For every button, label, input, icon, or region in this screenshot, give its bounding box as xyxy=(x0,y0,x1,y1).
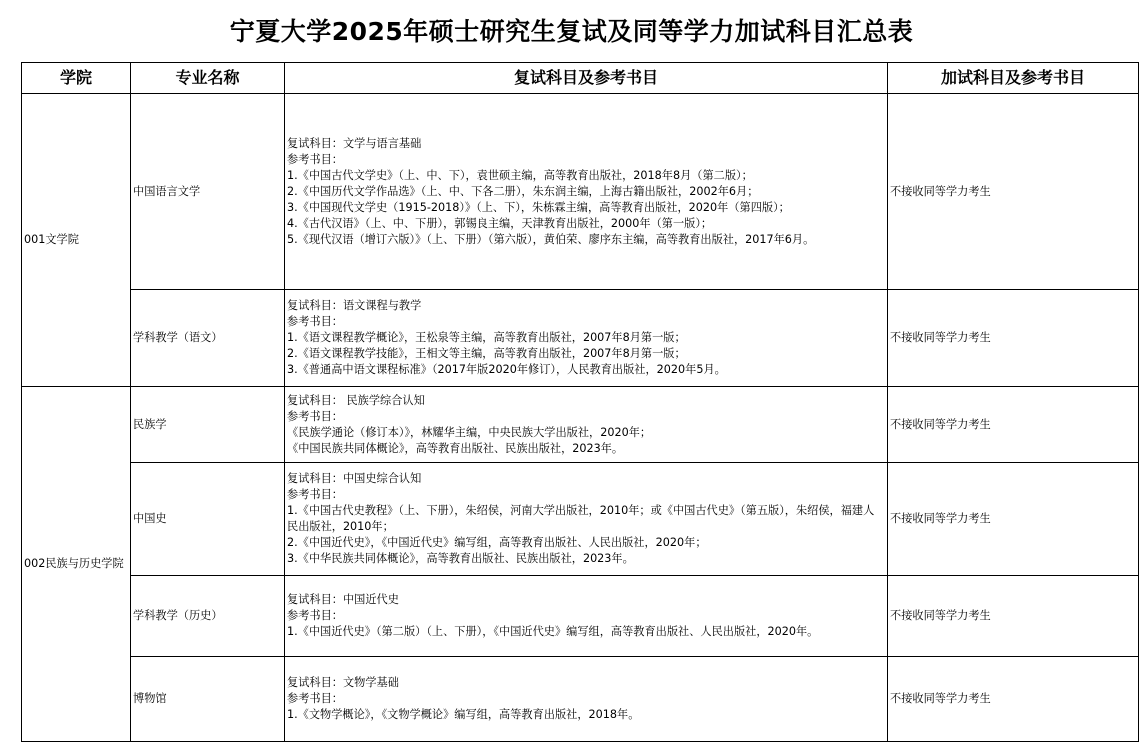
college-cell: 002民族与历史学院 xyxy=(22,387,131,742)
retest-cell xyxy=(285,657,888,742)
retest-line: 1.《语文课程教学概论》，王松泉等主编，高等教育出版社，2007年8月第一版； xyxy=(287,331,686,344)
header-college: 学院 xyxy=(22,63,131,94)
retest-line: 2.《中国历代文学作品选》（上、中、下各二册），朱东润主编，上海古籍出版社，2002年6月； xyxy=(287,184,759,198)
retest-line: 参考书目： xyxy=(287,152,343,166)
retest-line: 参考书目： xyxy=(287,609,343,622)
retest-line: 参考书目： xyxy=(287,409,343,423)
retest-line: 《民族学通论（修订本）》，林耀华主编，中央民族大学出版社，2020年； xyxy=(287,425,652,439)
retest-line: 3.《中华民族共同体概论》，高等教育出版社、民族出版社，2023年。 xyxy=(287,552,634,565)
retest-cell xyxy=(285,290,888,387)
major-cell: 博物馆 xyxy=(131,657,285,742)
table-header-row xyxy=(22,63,1139,94)
retest-line: 参考书目： xyxy=(287,692,343,705)
retest-line: 参考书目： xyxy=(287,315,343,328)
summary-table xyxy=(21,62,1139,742)
table-row xyxy=(22,576,1139,657)
retest-line: 参考书目： xyxy=(287,488,343,501)
retest-line: 1.《文物学概论》，《文物学概论》编写组，高等教育出版社，2018年。 xyxy=(287,708,640,721)
retest-line: 3.《普通高中语文课程标准》（2017年版2020年修订），人民教育出版社，2020年5月。 xyxy=(287,363,726,376)
retest-cell xyxy=(285,463,888,576)
extra-cell: 不接收同等学力考生 xyxy=(888,94,1139,290)
retest-cell xyxy=(285,387,888,463)
major-cell: 中国史 xyxy=(131,463,285,576)
college-cell: 001文学院 xyxy=(22,94,131,387)
extra-cell: 不接收同等学力考生 xyxy=(888,576,1139,657)
header-major: 专业名称 xyxy=(131,63,285,94)
retest-line: 2.《语文课程教学技能》，王相文等主编，高等教育出版社，2007年8月第一版； xyxy=(287,347,686,360)
extra-cell: 不接收同等学力考生 xyxy=(888,387,1139,463)
table-row xyxy=(22,94,1139,290)
retest-line: 复试科目：语文课程与教学 xyxy=(287,299,422,312)
retest-line: 3.《中国现代文学史（1915-2018）》（上、下），朱栋霖主编，高等教育出版社，2020年（第四版）； xyxy=(287,200,790,214)
table-row xyxy=(22,387,1139,463)
retest-line: 复试科目：文物学基础 xyxy=(287,676,399,689)
retest-line: 1.《中国近代史》（第二版）（上、下册），《中国近代史》编写组，高等教育出版社、人民出版社，2020年。 xyxy=(287,625,819,638)
header-extra: 加试科目及参考书目 xyxy=(888,63,1139,94)
major-cell: 学科教学（语文） xyxy=(131,290,285,387)
retest-line: 复试科目：文学与语言基础 xyxy=(287,136,422,150)
table-row xyxy=(22,463,1139,576)
retest-line: 《中国民族共同体概论》，高等教育出版社、民族出版社，2023年。 xyxy=(287,441,624,455)
retest-line: 复试科目： 民族学综合认知 xyxy=(287,393,425,407)
retest-line: 复试科目：中国近代史 xyxy=(287,593,399,606)
page-title: 宁夏大学2025年硕士研究生复试及同等学力加试科目汇总表 xyxy=(229,17,914,46)
extra-cell: 不接收同等学力考生 xyxy=(888,657,1139,742)
retest-line: 复试科目：中国史综合认知 xyxy=(287,472,422,485)
retest-cell xyxy=(285,576,888,657)
retest-line: 2.《中国近代史》，《中国近代史》编写组，高等教育出版社、人民出版社，2020年； xyxy=(287,536,707,549)
header-retest: 复试科目及参考书目 xyxy=(285,63,888,94)
extra-cell: 不接收同等学力考生 xyxy=(888,290,1139,387)
retest-line: 4.《古代汉语》（上、中、下册），郭锡良主编，天津教育出版社，2000年（第一版）； xyxy=(287,216,713,230)
major-cell: 学科教学（历史） xyxy=(131,576,285,657)
retest-line: 1.《中国古代史教程》（上、下册），朱绍侯，河南大学出版社，2010年；或《中国古代史》（第五版），朱绍侯，福建人民出版社，2010年； xyxy=(287,504,875,533)
retest-line: 1.《中国古代文学史》（上、中、下），袁世硕主编，高等教育出版社，2018年8月（第二版）； xyxy=(287,168,753,182)
major-cell: 中国语言文学 xyxy=(131,94,285,290)
table-row xyxy=(22,657,1139,742)
retest-cell xyxy=(285,94,888,290)
table-row xyxy=(22,290,1139,387)
retest-line: 5.《现代汉语（增订六版）》（上、下册）（第六版），黄伯荣、廖序东主编，高等教育出版社，2017年6月。 xyxy=(287,232,815,246)
major-cell: 民族学 xyxy=(131,387,285,463)
extra-cell: 不接收同等学力考生 xyxy=(888,463,1139,576)
